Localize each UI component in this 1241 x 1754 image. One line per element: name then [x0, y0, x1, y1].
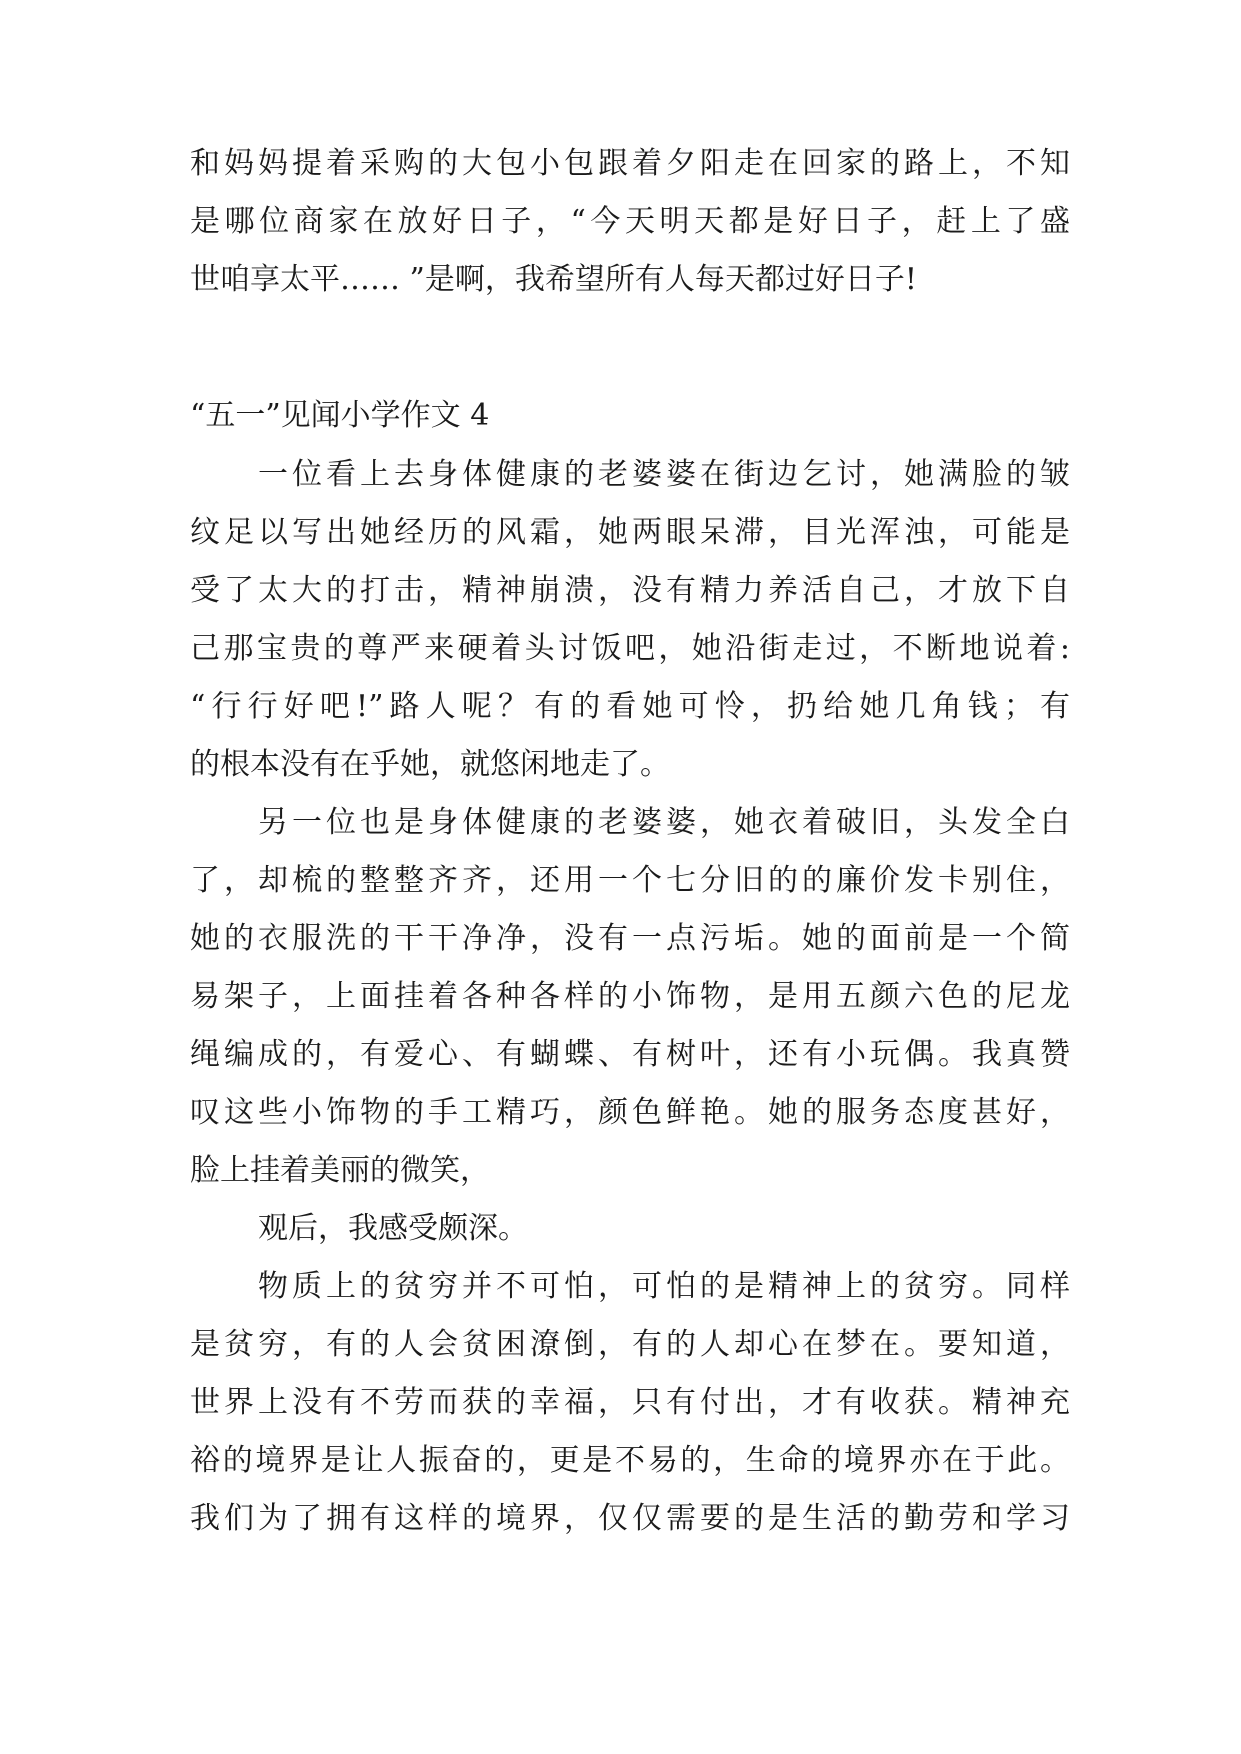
text-line: “行行好吧!”路人呢？有的看她可怜，扔给她几角钱；有: [190, 689, 1070, 724]
text-line: 绳编成的，有爱心、有蝴蝶、有树叶，还有小玩偶。我真赞: [190, 1037, 1070, 1072]
text-line: 是哪位商家在放好日子，“今天明天都是好日子，赶上了盛: [190, 204, 1070, 239]
text-line: 受了太大的打击，精神崩溃，没有精力养活自己，才放下自: [190, 573, 1070, 608]
text-line: 世界上没有不劳而获的幸福，只有付出，才有收获。精神充: [190, 1385, 1070, 1420]
text-line: 脸上挂着美丽的微笑，: [190, 1153, 490, 1188]
text-line: 世咱享太平…… ”是啊，我希望所有人每天都过好日子!: [190, 262, 917, 297]
text-line: 和妈妈提着采购的大包小包跟着夕阳走在回家的路上，不知: [190, 146, 1070, 181]
text-line: 另一位也是身体健康的老婆婆，她衣着破旧，头发全白: [258, 805, 1070, 840]
text-line: 易架子，上面挂着各种各样的小饰物，是用五颜六色的尼龙: [190, 979, 1070, 1014]
text-line: 叹这些小饰物的手工精巧，颜色鲜艳。她的服务态度甚好，: [190, 1095, 1070, 1130]
text-line: 物质上的贫穷并不可怕，可怕的是精神上的贫穷。同样: [258, 1269, 1070, 1304]
text-line: 纹足以写出她经历的风霜，她两眼呆滞，目光浑浊，可能是: [190, 515, 1070, 550]
text-line: 己那宝贵的尊严来硬着头讨饭吧，她沿街走过，不断地说着:: [190, 631, 1070, 666]
text-line: 裕的境界是让人振奋的，更是不易的，生命的境界亦在于此。: [190, 1443, 1070, 1478]
text-line: 我们为了拥有这样的境界，仅仅需要的是生活的勤劳和学习: [190, 1501, 1070, 1536]
text-line: 是贫穷，有的人会贫困潦倒，有的人却心在梦在。要知道，: [190, 1327, 1070, 1362]
text-line: 她的衣服洗的干干净净，没有一点污垢。她的面前是一个简: [190, 921, 1070, 956]
text-line: 了，却梳的整整齐齐，还用一个七分旧的的廉价发卡别住，: [190, 863, 1070, 898]
text-line: 一位看上去身体健康的老婆婆在街边乞讨，她满脸的皱: [258, 457, 1070, 492]
text-line: 的根本没有在乎她，就悠闲地走了。: [190, 747, 670, 782]
section-heading: “五一”见闻小学作文 4: [190, 398, 490, 433]
text-line: 观后，我感受颇深。: [258, 1211, 528, 1246]
